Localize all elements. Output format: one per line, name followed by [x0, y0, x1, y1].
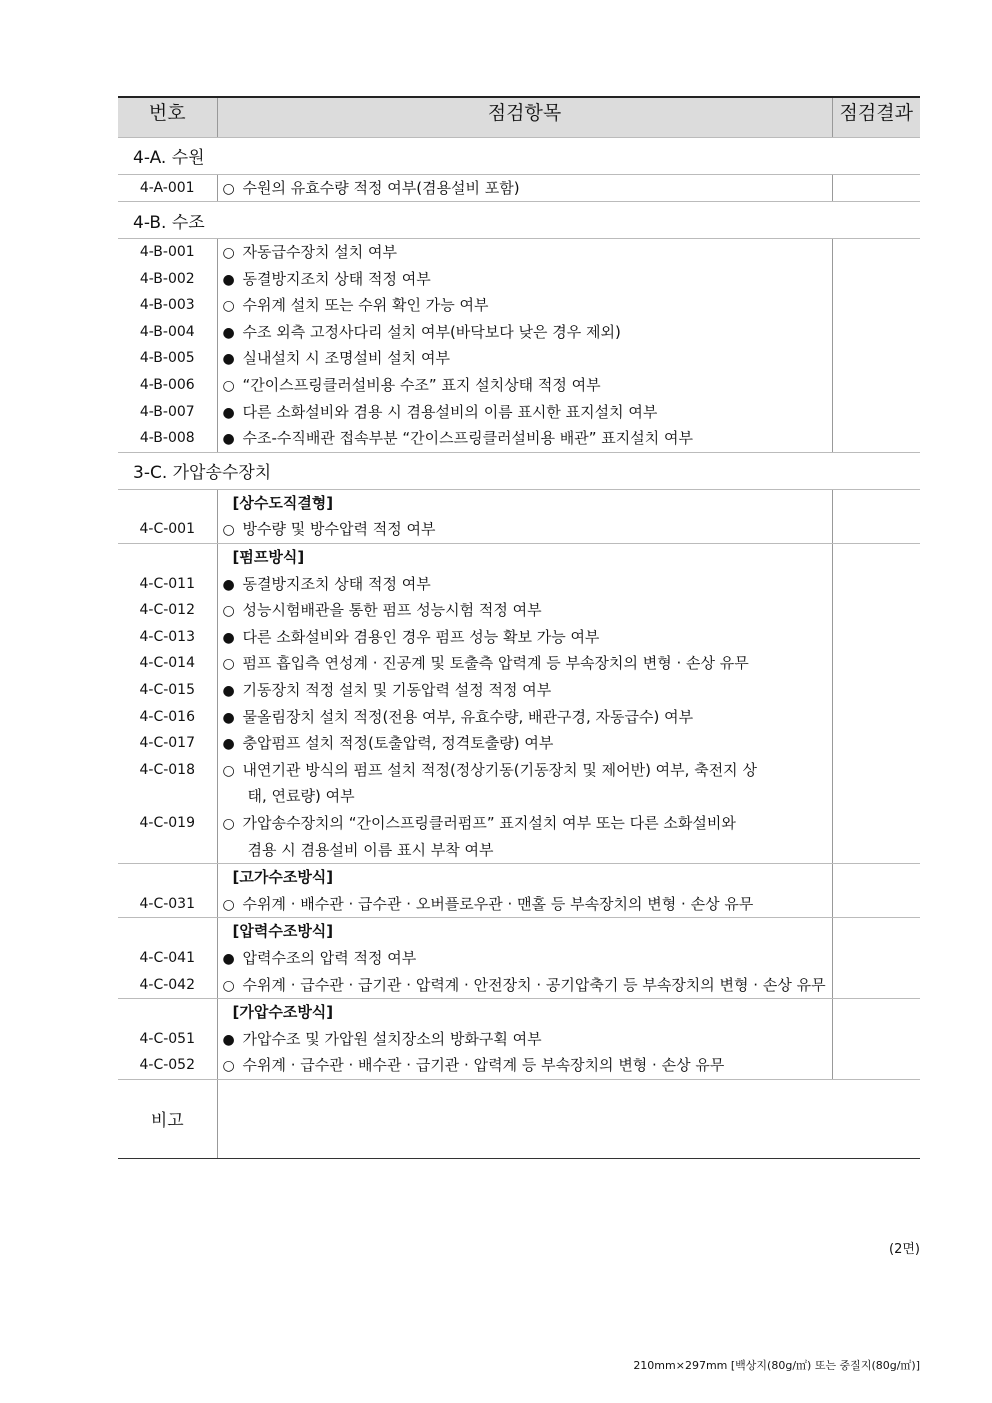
- header-number: 번호: [118, 97, 217, 137]
- item-line: [218, 425, 832, 452]
- spacer: [118, 837, 217, 864]
- item-text: 수위계 · 배수관 · 급수관 · 오버플로우관 · 맨홀 등 부속장치의 변형 · 손상 유무: [242, 894, 754, 913]
- empty-circle-icon: ○: [222, 656, 235, 673]
- item-line: [218, 677, 832, 704]
- item-code: 4-C-014: [139, 655, 195, 672]
- item-code: 4-B-002: [139, 270, 195, 287]
- item-text: “간이스프링클러설비용 수조” 표지 설치상태 적정 여부: [242, 376, 601, 395]
- result-cell[interactable]: [832, 174, 920, 202]
- item-code: 4-C-031: [139, 895, 195, 912]
- item-text-cont: 태, 연료량) 여부: [247, 787, 355, 806]
- item-cell: [217, 544, 832, 864]
- empty-circle-icon: ○: [222, 378, 235, 395]
- item-cell: [217, 864, 832, 918]
- item-line: [218, 516, 832, 543]
- item-line: [218, 757, 832, 784]
- item-text: 물올림장치 설치 적정(전용 여부, 유효수량, 배관구경, 자동급수) 여부: [242, 707, 694, 726]
- item-cell: [217, 999, 832, 1080]
- item-text: 펌프 흡입측 연성계 · 진공계 및 토출측 압력계 등 부속장치의 변형 · 손상 유무: [242, 654, 749, 673]
- spacer: [118, 918, 217, 945]
- item-block: [118, 918, 920, 999]
- item-text: 방수량 및 방수압력 적정 여부: [242, 520, 436, 539]
- item-code: 4-B-006: [139, 377, 195, 394]
- item-line: [218, 891, 832, 918]
- spacer: [118, 544, 217, 571]
- filled-circle-icon: ●: [222, 736, 235, 753]
- empty-circle-icon: ○: [222, 1058, 235, 1075]
- item-line: [218, 972, 832, 999]
- section-title: 4-A. 수원: [118, 137, 920, 174]
- result-cell[interactable]: [832, 999, 920, 1080]
- code-cell: [118, 999, 217, 1080]
- item-code: 4-C-017: [139, 735, 195, 752]
- item-code: 4-B-005: [139, 350, 195, 367]
- item-line: [218, 1052, 832, 1079]
- item-code: 4-C-011: [139, 575, 195, 592]
- item-cell: [217, 174, 832, 202]
- result-cell[interactable]: [832, 918, 920, 999]
- item-line: [218, 730, 832, 757]
- empty-circle-icon: ○: [222, 815, 235, 832]
- item-text: 성능시험배관을 통한 펌프 성능시험 적정 여부: [242, 601, 542, 620]
- item-code: 4-C-019: [139, 814, 195, 831]
- item-line: [218, 810, 832, 837]
- item-block: [118, 239, 920, 453]
- item-line: [218, 1026, 832, 1053]
- filled-circle-icon: ●: [222, 431, 235, 448]
- item-code: 4-C-041: [139, 949, 195, 966]
- paper-spec: 210mm×297mm [백상지(80g/㎡) 또는 중질지(80g/㎡)]: [633, 1359, 920, 1372]
- result-cell[interactable]: [832, 544, 920, 864]
- empty-circle-icon: ○: [222, 522, 235, 539]
- spacer: [118, 999, 217, 1026]
- section-row-a: [118, 137, 920, 174]
- spacer: [118, 864, 217, 891]
- item-text: 수위계 · 급수관 · 급기관 · 압력계 · 안전장치 · 공기압축기 등 부속장치의 변형 · 손상 유무: [242, 975, 826, 994]
- remarks-field[interactable]: [217, 1079, 920, 1158]
- empty-circle-icon: ○: [222, 977, 235, 994]
- item-code: 4-C-018: [139, 761, 195, 778]
- empty-circle-icon: ○: [222, 603, 235, 620]
- empty-circle-icon: ○: [222, 298, 235, 315]
- item-line: [218, 319, 832, 346]
- group-heading: [상수도직결형]: [232, 493, 334, 512]
- item-line: [218, 945, 832, 972]
- item-text: 가압송수장치의 “간이스프링클러펌프” 표지설치 여부 또는 다른 소화설비와: [242, 813, 736, 832]
- result-cell[interactable]: [832, 489, 920, 543]
- item-cell: [217, 239, 832, 453]
- code-cell: [118, 239, 217, 453]
- item-line: [218, 175, 832, 202]
- item-text: 수원의 유효수량 적정 여부(겸용설비 포함): [242, 178, 520, 197]
- section-title: 4-B. 수조: [118, 202, 920, 239]
- item-text: 수위계 · 급수관 · 배수관 · 급기관 · 압력계 등 부속장치의 변형 · 손상 유무: [242, 1056, 725, 1075]
- item-text: 실내설치 시 조명설비 설치 여부: [242, 349, 450, 368]
- remarks-label: 비고: [118, 1079, 217, 1158]
- group-heading: [고가수조방식]: [232, 868, 334, 887]
- item-code: 4-C-052: [139, 1057, 195, 1074]
- empty-circle-icon: ○: [222, 180, 235, 197]
- filled-circle-icon: ●: [222, 351, 235, 368]
- section-row-c: [118, 452, 920, 489]
- filled-circle-icon: ●: [222, 709, 235, 726]
- item-code: 4-A-001: [139, 179, 195, 196]
- item-code: 4-C-016: [139, 708, 195, 725]
- empty-circle-icon: ○: [222, 762, 235, 779]
- item-text: 충압펌프 설치 적정(토출압력, 정격토출량) 여부: [242, 734, 554, 753]
- item-line: [218, 571, 832, 598]
- code-cell: [118, 174, 217, 202]
- result-cell[interactable]: [832, 864, 920, 918]
- item-code: 4-B-007: [139, 403, 195, 420]
- item-text: 동결방지조치 상태 적정 여부: [242, 574, 431, 593]
- item-text: 다른 소화설비와 겸용 시 겸용설비의 이름 표시한 표지설치 여부: [242, 402, 658, 421]
- item-code: 4-C-042: [139, 976, 195, 993]
- filled-circle-icon: ●: [222, 271, 235, 288]
- remarks-row: [118, 1079, 920, 1158]
- header-result: 점검결과: [832, 97, 920, 137]
- item-code: 4-C-015: [139, 682, 195, 698]
- item-text: 수위계 설치 또는 수위 확인 가능 여부: [242, 296, 489, 315]
- item-line: [218, 345, 832, 372]
- section-title: 3-C. 가압송수장치: [118, 452, 920, 489]
- section-row-b: [118, 202, 920, 239]
- item-line: [218, 704, 832, 731]
- item-line: [218, 292, 832, 319]
- item-code: 4-B-008: [139, 430, 195, 447]
- filled-circle-icon: ●: [222, 404, 235, 421]
- item-code: 4-B-003: [139, 297, 195, 314]
- empty-circle-icon: ○: [222, 896, 235, 913]
- filled-circle-icon: ●: [222, 950, 235, 967]
- filled-circle-icon: ●: [222, 576, 235, 593]
- page-number: (2면): [889, 1242, 920, 1257]
- header-item: 점검항목: [217, 97, 832, 137]
- item-block: [118, 489, 920, 543]
- item-code: 4-B-001: [139, 244, 195, 261]
- item-code: 4-C-051: [139, 1030, 195, 1047]
- item-text: 가압수조 및 가압원 설치장소의 방화구획 여부: [242, 1029, 542, 1048]
- item-line: [218, 597, 832, 624]
- code-cell: [118, 544, 217, 864]
- spacer: [118, 783, 217, 810]
- result-cell[interactable]: [832, 239, 920, 453]
- item-block: [118, 174, 920, 202]
- item-line: [218, 650, 832, 677]
- item-text: 기동장치 적정 설치 및 기동압력 설정 적정 여부: [242, 681, 552, 699]
- item-text: 압력수조의 압력 적정 여부: [242, 948, 417, 967]
- item-code: 4-B-004: [139, 323, 195, 340]
- code-cell: [118, 489, 217, 543]
- item-text: 내연기관 방식의 펌프 설치 적정(정상기동(기동장치 및 제어반) 여부, 축전지 상: [242, 760, 757, 779]
- group-heading: [압력수조방식]: [232, 922, 334, 941]
- item-line: [218, 399, 832, 426]
- item-code: 4-C-012: [139, 602, 195, 619]
- item-text-cont: 겸용 시 겸용설비 이름 표시 부착 여부: [247, 840, 494, 859]
- item-line: [218, 266, 832, 293]
- item-block: [118, 864, 920, 918]
- item-text: 동결방지조치 상태 적정 여부: [242, 269, 431, 288]
- filled-circle-icon: ●: [222, 324, 235, 341]
- item-cell: [217, 918, 832, 999]
- item-line: [218, 372, 832, 399]
- group-heading: [펌프방식]: [232, 548, 305, 567]
- item-text: 자동급수장치 설치 여부: [242, 243, 397, 262]
- item-line: [218, 239, 832, 266]
- header-row: [118, 97, 920, 137]
- item-text: 수조-수직배관 접속부분 “간이스프링클러설비용 배관” 표지설치 여부: [242, 429, 694, 448]
- group-heading: [가압수조방식]: [232, 1003, 334, 1022]
- item-code: 4-C-013: [139, 628, 195, 645]
- item-line: [218, 624, 832, 651]
- code-cell: [118, 918, 217, 999]
- item-cell: [217, 489, 832, 543]
- empty-circle-icon: ○: [222, 245, 235, 262]
- item-code: 4-C-001: [139, 521, 195, 538]
- item-block: [118, 999, 920, 1080]
- filled-circle-icon: ●: [222, 629, 235, 646]
- item-text: 다른 소화설비와 겸용인 경우 펌프 성능 확보 가능 여부: [242, 627, 600, 646]
- spacer: [118, 490, 217, 517]
- code-cell: [118, 864, 217, 918]
- filled-circle-icon: ●: [222, 1031, 235, 1048]
- filled-circle-icon: ●: [222, 683, 235, 699]
- inspection-table: [118, 96, 920, 1159]
- item-text: 수조 외측 고정사다리 설치 여부(바닥보다 낮은 경우 제외): [242, 322, 621, 341]
- item-block: [118, 544, 920, 864]
